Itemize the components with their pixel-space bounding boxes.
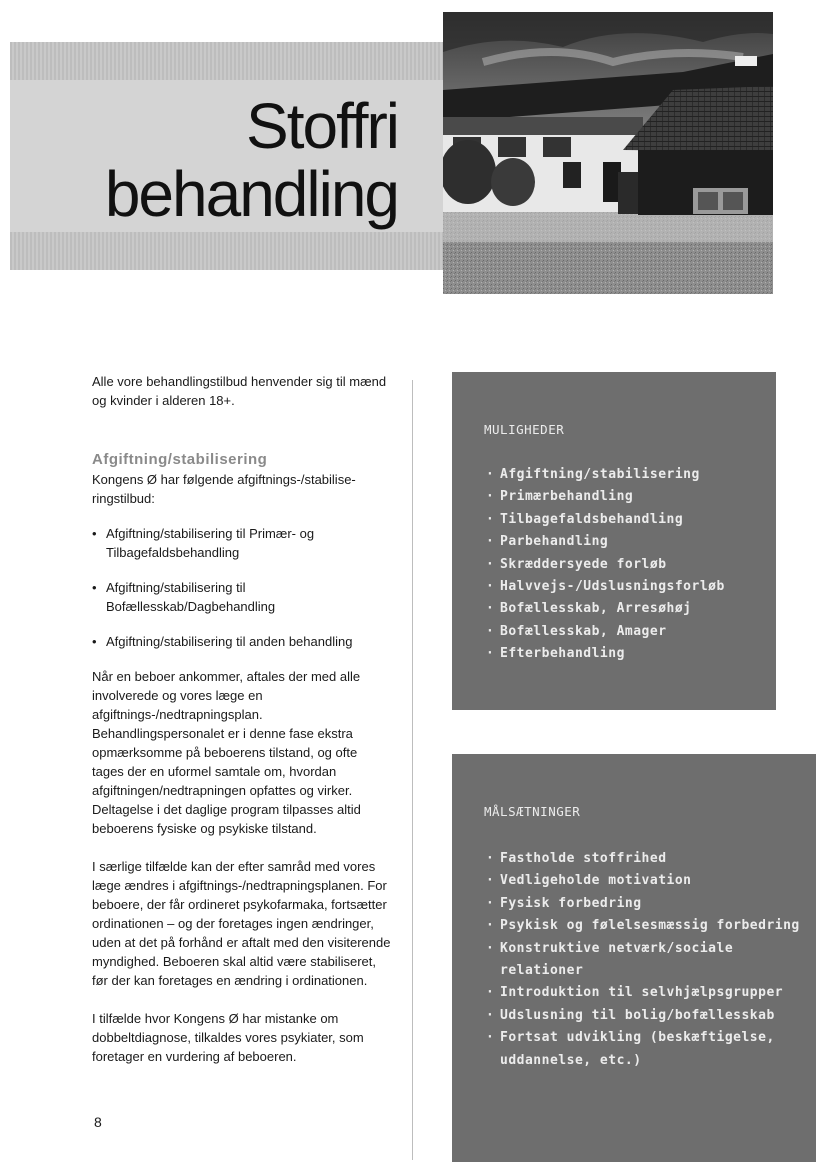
muligheder-list — [484, 464, 764, 666]
column-divider — [412, 380, 413, 1160]
page-title-line-2: behandling — [104, 158, 398, 230]
detox-options-list — [92, 524, 392, 651]
list-item: • Afgiftning/stabilisering til Primær- og Tilbagefaldsbehandling — [92, 524, 392, 562]
header-band-top-stripe — [10, 42, 480, 80]
maalsaetninger-title: MÅLSÆTNINGER — [484, 804, 581, 819]
list-item: · Udslusning til bolig/bofællesskab — [484, 1005, 804, 1027]
paragraph: I særlige tilfælde kan der efter samråd med vores læge ændres i afgiftnings-/nedtrapningsplanen. For beboere, der får ordineret psykofarmaka, fortsætter ordinationen – og der foretages ingen ændringer, uden at det på forhånd er aftalt med den visiterende myndighed. Beboeren skal altid være stabiliseret, før der kan foretages en ændring i ordinationen. — [92, 859, 391, 988]
maalsaetninger-list — [484, 848, 804, 1072]
list-item: · Efterbehandling — [484, 643, 764, 665]
muligheder-box — [452, 372, 776, 710]
list-item: · Fastholde stoffrihed — [484, 848, 804, 870]
list-item: · Fysisk forbedring — [484, 893, 804, 915]
muligheder-title: MULIGHEDER — [484, 422, 565, 437]
list-item: · Fortsat udvikling (beskæftigelse, uddannelse, etc.) — [484, 1027, 804, 1072]
list-item: · Introduktion til selvhjælpsgrupper — [484, 982, 804, 1004]
section-subtitle: Kongens Ø har følgende afgiftnings-/stabilise-ringstilbud: — [92, 472, 356, 506]
list-item: · Vedligeholde motivation — [484, 870, 804, 892]
list-item: · Psykisk og følelsesmæssig forbedring — [484, 915, 804, 937]
list-item: • Afgiftning/stabilisering til anden behandling — [92, 632, 392, 651]
paragraph: Når en beboer ankommer, aftales der med alle involverede og vores læge en afgiftnings-/nedtrapningsplan. Behandlingspersonalet er i denne fase ekstra opmærksomme på beboerens tilstand, og ofte tages der en uformel samtale om, hvordan afgiftningen/nedtrapningen opfattes og virker. Deltagelse i det daglige program tilpasses altid beboerens fysiske og psykiske tilstand. — [92, 669, 361, 836]
list-item: · Afgiftning/stabilisering — [484, 464, 764, 486]
left-column — [92, 372, 392, 1085]
maalsaetninger-box — [452, 754, 816, 1162]
list-item: · Bofællesskab, Arresøhøj — [484, 598, 764, 620]
list-item: · Bofællesskab, Amager — [484, 621, 764, 643]
section-heading: Afgiftning/stabilisering — [92, 451, 268, 468]
page-number: 8 — [94, 1114, 102, 1130]
intro-text: Alle vore behandlingstilbud henvender sig til mænd og kvinder i alderen 18+. — [92, 374, 387, 408]
list-item: · Konstruktive netværk/sociale relationer — [484, 938, 804, 983]
list-item: · Primærbehandling — [484, 486, 764, 508]
page-title-line-1: Stoffri — [246, 90, 398, 162]
list-item: · Parbehandling — [484, 531, 764, 553]
page-title — [105, 92, 398, 228]
building-photo — [443, 12, 773, 294]
list-item: • Afgiftning/stabilisering til Bofællesskab/Dagbehandling — [92, 578, 392, 616]
list-item: · Skræddersyede forløb — [484, 554, 764, 576]
list-item: · Tilbagefaldsbehandling — [484, 509, 764, 531]
header-band-bottom-stripe — [10, 232, 480, 270]
list-item: · Halvvejs-/Udslusningsforløb — [484, 576, 764, 598]
paragraph: I tilfælde hvor Kongens Ø har mistanke om dobbeltdiagnose, tilkaldes vores psykiater, som foretager en vurdering af beboeren. — [92, 1011, 364, 1064]
